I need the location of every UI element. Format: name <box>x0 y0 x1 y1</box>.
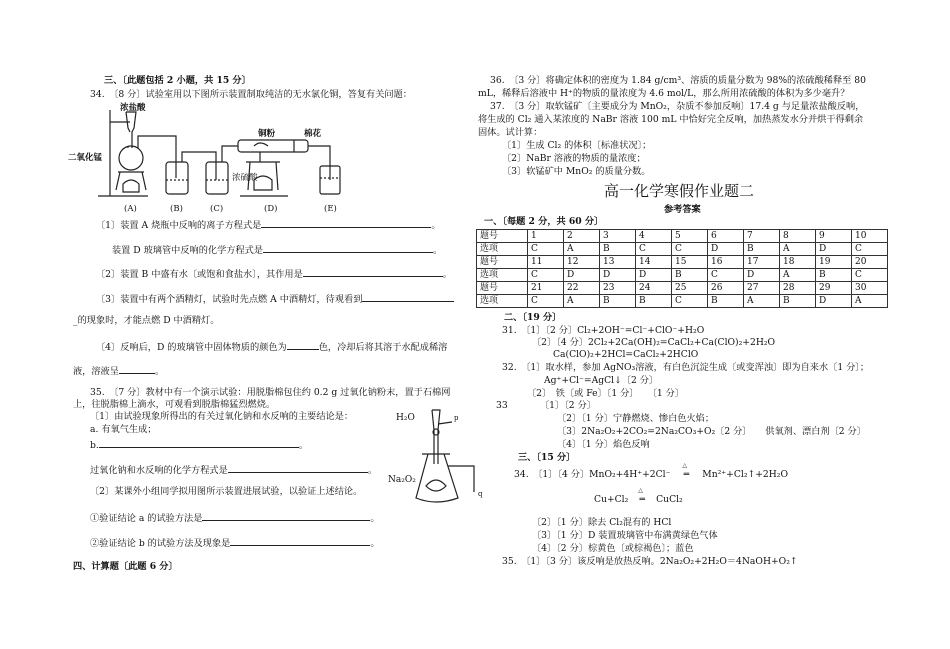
table-cell: 11 <box>528 256 564 269</box>
label-hcl: 浓盐酸 <box>120 103 146 113</box>
label-q: q <box>478 490 483 498</box>
question-36-b: mL，稀释后溶液中 H⁺的物质的量浓度为 4.6 mol/L，那么所用浓硫酸的体积为多少毫升？ <box>478 88 850 99</box>
answer-34-1c: Cu+Cl₂ △ ═ CuCl₂ <box>594 487 683 505</box>
question-37: 37. 〔3 分〕取软锰矿〔主要成分为 MnO₂，杂质不参加反响〕17.4 g 与足量浓盐酸反响， <box>490 101 865 112</box>
table-cell: C <box>528 295 564 308</box>
table-cell: 22 <box>564 282 600 295</box>
answer-32-2: Ag⁺+Cl⁻=AgCl↓〔2 分〕 <box>544 375 659 386</box>
label-p: p <box>454 414 459 422</box>
page-title: 高一化学寒假作业题二 <box>604 182 755 200</box>
table-cell: B <box>744 243 780 256</box>
label-c: (C) <box>210 204 224 214</box>
question-37-b: 将生成的 Cl₂ 通入某浓度的 NaBr 溶液 100 mL 中恰好完全反响，加热蒸发水分并烘干得剩余 <box>478 114 864 125</box>
label-h2o: H₂O <box>396 413 415 423</box>
table-cell: B <box>780 295 816 308</box>
table-cell: 5 <box>672 230 708 243</box>
section-2-heading: 二、〔19 分〕 <box>504 312 562 323</box>
page-subtitle: 参考答案 <box>664 204 701 215</box>
table-cell: A <box>852 295 888 308</box>
label-d: (D) <box>264 204 278 214</box>
answer-33-3: 〔3〕2Na₂O₂+2CO₂=2Na₂CO₃+O₂〔2 分〕 供氧剂、漂白剂〔2 分〕 <box>557 426 866 437</box>
table-row <box>477 282 888 295</box>
table-cell: A <box>780 269 816 282</box>
table-cell: 26 <box>708 282 744 295</box>
apparatus-diagram-2 <box>382 404 494 514</box>
table-cell: 24 <box>636 282 672 295</box>
table-cell: A <box>744 295 780 308</box>
table-cell: 9 <box>816 230 852 243</box>
table-cell: 6 <box>708 230 744 243</box>
q34-1b: 装置 D 玻璃管中反响的化学方程式是 。 <box>112 242 442 257</box>
table-cell: B <box>816 269 852 282</box>
label-e: (E) <box>324 204 337 214</box>
table-cell: B <box>636 295 672 308</box>
table-cell: 1 <box>528 230 564 243</box>
q35-1: 〔1〕由试验现象所得出的有关过氧化钠和水反响的主要结论是： <box>90 411 354 422</box>
label-a: (A) <box>124 204 137 214</box>
table-cell: 21 <box>528 282 564 295</box>
table-row-header: 选项 <box>477 269 528 282</box>
table-row-header: 题号 <box>477 282 528 295</box>
table-cell: D <box>564 269 600 282</box>
q34-3b: _的现象时，才能点燃 D 中酒精灯。 <box>73 315 220 326</box>
table-cell: 7 <box>744 230 780 243</box>
q35-1a: a. 有氧气生成； <box>90 424 157 435</box>
answer-33-4: 〔4〕〔1 分〕焰色反响 <box>557 439 650 450</box>
table-cell: C <box>672 295 708 308</box>
table-cell: 18 <box>780 256 816 269</box>
answer-34-4: 〔4〕〔2 分〕棕黄色〔或棕褐色〕；蓝色 <box>532 543 694 554</box>
label-mno2: 二氧化锰 <box>68 153 103 163</box>
answer-33-1: 〔1〕〔2 分〕 <box>540 400 596 411</box>
q34-2: 〔2〕装置 B 中盛有水〔或饱和食盐水〕，其作用是 。 <box>96 266 452 281</box>
table-cell: 25 <box>672 282 708 295</box>
answer-31-3: Ca(ClO)₂+2HCl=CaCl₂+2HClO <box>553 349 699 360</box>
table-cell: 4 <box>636 230 672 243</box>
table-cell: C <box>852 243 888 256</box>
table-cell: 16 <box>708 256 744 269</box>
table-cell: 28 <box>780 282 816 295</box>
answer-32-1: 32. 〔1〕取水样，参加 AgNO₃溶液，有白色沉淀生成〔或变浑浊〕即为自来水〔1 分〕； <box>502 362 870 373</box>
label-cu: 铜粉 <box>258 129 276 139</box>
label-na2o2: Na₂O₂ <box>388 475 416 485</box>
q37-2: 〔2〕NaBr 溶液的物质的量浓度； <box>502 153 646 164</box>
section-1-heading: 一、〔每题 2 分，共 60 分〕 <box>484 216 604 227</box>
table-row <box>477 243 888 256</box>
table-cell: D <box>636 269 672 282</box>
q34-4a: 〔4〕反响后，D 的玻璃管中固体物质的颜色为 色，冷却后将其溶于水配成稀溶 <box>96 339 447 354</box>
table-cell: 27 <box>744 282 780 295</box>
answer-33-number: 33 <box>496 400 508 411</box>
table-cell: 15 <box>672 256 708 269</box>
q35-eq: 过氧化钠和水反响的化学方程式是 。 <box>90 462 377 477</box>
apparatus-diagram-1 <box>68 100 368 215</box>
answer-35: 35. 〔1〕〔3 分〕该反响是放热反响。2Na₂O₂+2H₂O＝4NaOH+O₂↑ <box>502 556 798 567</box>
answer-31-1: 31. 〔1〕〔2 分〕Cl₂+2OH⁻=Cl⁻+ClO⁻+H₂O <box>502 325 705 336</box>
table-cell: B <box>708 295 744 308</box>
table-row-header: 选项 <box>477 243 528 256</box>
table-row <box>477 295 888 308</box>
q34-3a: 〔3〕装置中有两个酒精灯，试验时先点燃 A 中酒精灯，待观看到 <box>96 291 454 306</box>
q35-1b: b. 。 <box>90 437 308 452</box>
table-cell: D <box>816 295 852 308</box>
table-cell: D <box>600 269 636 282</box>
q35-v2: ②验证结论 b 的试验方法及现象是 。 <box>90 535 380 550</box>
table-cell: C <box>852 269 888 282</box>
q35-v1: ①验证结论 a 的试验方法是 。 <box>90 510 380 525</box>
answer-section-3-heading: 三、〔15 分〕 <box>518 452 576 463</box>
question-37-c: 固体。试计算： <box>478 127 543 138</box>
table-cell: C <box>672 243 708 256</box>
table-cell: 13 <box>600 256 636 269</box>
answer-33-2: 〔2〕〔1 分〕宁静燃烧、惨白色火焰； <box>557 413 715 424</box>
q34-1a: 〔1〕装置 A 烧瓶中反响的离子方程式是 。 <box>96 217 441 232</box>
answer-34-2: 〔2〕〔1 分〕除去 Cl₂混有的 HCl <box>532 517 672 528</box>
table-cell: 30 <box>852 282 888 295</box>
table-cell: C <box>528 269 564 282</box>
question-34: 34. 〔8 分〕试验室用以下图所示装置制取纯洁的无水氯化铜，答复有关问题： <box>90 89 412 100</box>
table-cell: C <box>708 269 744 282</box>
table-row-header: 选项 <box>477 295 528 308</box>
q35-2: 〔2〕某课外小组同学拟用图所示装置进展试验，以验证上述结论。 <box>90 486 363 497</box>
heat-symbol: △ <box>682 462 687 469</box>
label-b: (B) <box>170 204 183 214</box>
table-cell: 19 <box>816 256 852 269</box>
answer-32-3: 〔2〕 铁〔或 Fe〕〔1 分〕 〔1 分〕 <box>527 388 685 399</box>
table-cell: 29 <box>816 282 852 295</box>
answer-34-3: 〔3〕〔1 分〕D 装置玻璃管中布满黄绿色气体 <box>532 530 718 541</box>
q37-3: 〔3〕软锰矿中 MnO₂ 的质量分数。 <box>502 166 651 177</box>
table-cell: C <box>528 243 564 256</box>
answer-34-1: 34. 〔1〕〔4 分〕MnO₂+4H⁺+2Cl⁻ △ ═ Mn²⁺+Cl₂↑+2H₂O <box>514 462 788 480</box>
table-row-header: 题号 <box>477 230 528 243</box>
table-cell: 2 <box>564 230 600 243</box>
question-35-b: 上，往脱脂棉上滴水，可观看到脱脂棉猛烈燃烧。 <box>73 399 276 410</box>
table-row <box>477 230 888 243</box>
answer-table <box>476 229 888 308</box>
label-h2so4: 浓硫酸 <box>232 173 258 183</box>
table-cell: D <box>744 269 780 282</box>
table-cell: 12 <box>564 256 600 269</box>
table-cell: C <box>636 243 672 256</box>
section-4-heading: 四、计算题〔此题 6 分〕 <box>73 561 178 572</box>
question-35: 35. 〔7 分〕教材中有一个演示试验：用脱脂棉包住约 0.2 g 过氧化钠粉末，置于石棉网 <box>90 387 451 398</box>
table-cell: A <box>780 243 816 256</box>
table-row <box>477 256 888 269</box>
table-cell: B <box>600 295 636 308</box>
table-cell: 14 <box>636 256 672 269</box>
question-36: 36. 〔3 分〕将确定体积的密度为 1.84 g/cm³、溶质的质量分数为 98%的浓硫酸稀释至 80 <box>490 75 866 86</box>
table-cell: B <box>600 243 636 256</box>
q34-4b: 液，溶液呈 。 <box>73 363 164 378</box>
section-3-heading: 三、〔此题包括 2 小题，共 15 分〕 <box>104 75 251 86</box>
table-cell: 3 <box>600 230 636 243</box>
answer-31-2: 〔2〕〔4 分〕2Cl₂+2Ca(OH)₂=CaCl₂+Ca(ClO)₂+2H₂O <box>532 337 776 348</box>
table-cell: A <box>564 295 600 308</box>
table-cell: 20 <box>852 256 888 269</box>
table-cell: 17 <box>744 256 780 269</box>
table-cell: A <box>564 243 600 256</box>
table-cell: D <box>816 243 852 256</box>
table-cell: D <box>708 243 744 256</box>
table-row-header: 题号 <box>477 256 528 269</box>
table-cell: 8 <box>780 230 816 243</box>
heat-symbol: △ <box>638 487 643 494</box>
label-cotton: 棉花 <box>304 129 322 139</box>
table-row <box>477 269 888 282</box>
table-cell: 10 <box>852 230 888 243</box>
q37-1: 〔1〕生成 Cl₂ 的体积〔标准状况〕； <box>502 140 652 151</box>
table-cell: 23 <box>600 282 636 295</box>
table-cell: B <box>672 269 708 282</box>
